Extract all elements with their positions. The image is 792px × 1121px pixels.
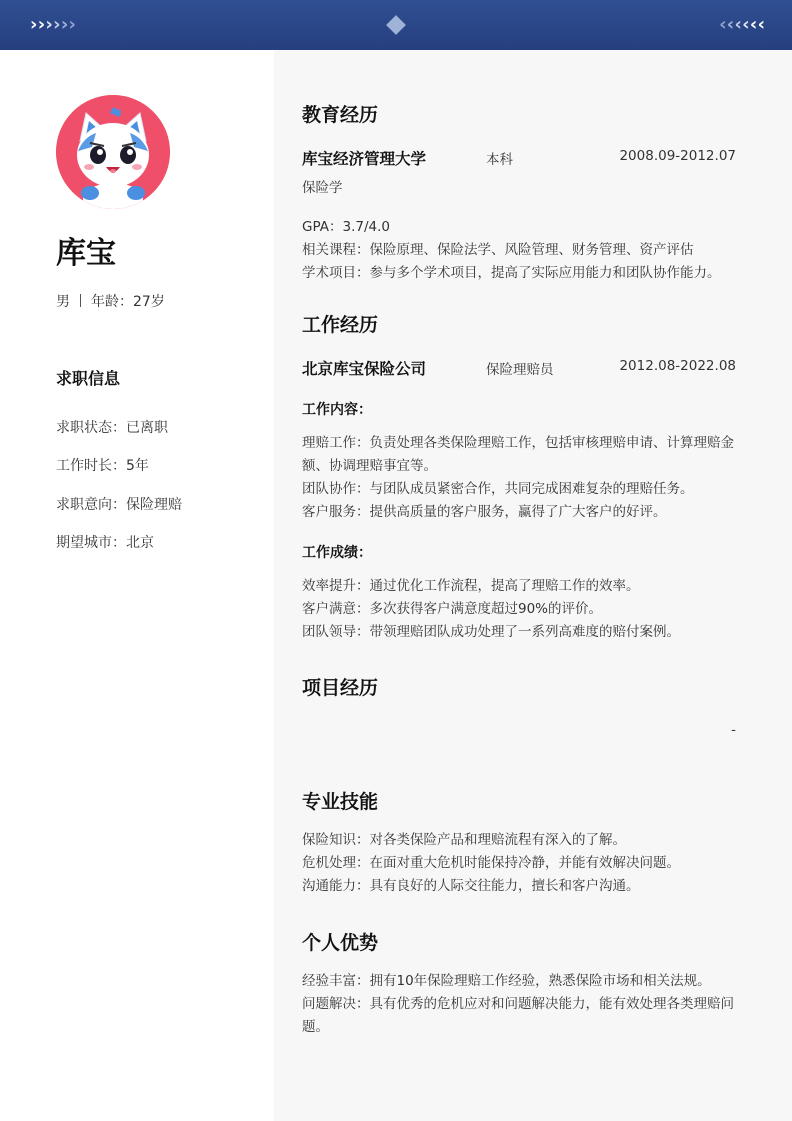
list-item: 保险知识：对各类保险产品和理赔流程有深入的了解。 [302, 832, 626, 848]
list-item: 经验丰富：拥有10年保险理赔工作经验，熟悉保险市场和相关法规。 [302, 973, 711, 989]
sidebar [0, 50, 274, 1121]
job-info-heading: 求职信息 [56, 369, 121, 388]
degree: 本科 [486, 152, 513, 168]
list-item: 危机处理：在面对重大危机时能保持冷静，并能有效解决问题。 [302, 855, 680, 871]
list-item: 客户满意：多次获得客户满意度超过90%的评价。 [302, 601, 603, 617]
age: 年龄：27岁 [91, 294, 165, 310]
chevrons-left-icon: ‹ ‹ ‹ ‹ ‹ ‹ [719, 14, 762, 35]
chevrons-right-icon: › › › › › › [30, 14, 73, 35]
work-results-list [302, 575, 742, 644]
advantages-list [302, 970, 742, 1039]
list-item: 沟通能力：具有良好的人际交往能力，擅长和客户沟通。 [302, 878, 640, 894]
list-item: 团队协作：与团队成员紧密合作，共同完成困难复杂的理赔任务。 [302, 481, 694, 497]
skills-list [302, 829, 742, 898]
skills-title: 专业技能 [302, 791, 379, 813]
position: 保险理赔员 [486, 362, 554, 378]
project-title: 项目经历 [302, 677, 379, 699]
work-period: 2012.08-2022.08 [619, 358, 736, 374]
education-title: 教育经历 [302, 104, 379, 126]
company-name: 北京库宝保险公司 [302, 360, 427, 378]
work-content-heading: 工作内容： [302, 402, 372, 418]
school-name: 库宝经济管理大学 [302, 150, 427, 168]
expected-city: 期望城市：北京 [56, 535, 154, 551]
list-item: 团队领导：带领理赔团队成功处理了一系列高难度的赔付案例。 [302, 624, 680, 640]
project-placeholder: - [731, 722, 736, 738]
major: 保险学 [302, 180, 343, 196]
work-duration: 工作时长：5年 [56, 458, 149, 474]
advantages-title: 个人优势 [302, 932, 379, 954]
list-item: 理赔工作：负责处理各类保险理赔工作，包括审核理赔申请、计算理赔金额、协调理赔事宜等。 [302, 435, 734, 474]
cartoon-cat-avatar-icon [56, 95, 170, 209]
list-item: 效率提升：通过优化工作流程，提高了理赔工作的效率。 [302, 578, 640, 594]
gpa: GPA：3.7/4.0 [302, 219, 390, 235]
job-intent: 求职意向：保险理赔 [56, 497, 182, 513]
work-title: 工作经历 [302, 314, 379, 336]
list-item: 客户服务：提供高质量的客户服务，赢得了广大客户的好评。 [302, 504, 667, 520]
diamond-icon [386, 15, 406, 35]
courses: 相关课程：保险原理、保险法学、风险管理、财务管理、资产评估 [302, 242, 694, 258]
job-status: 求职状态：已离职 [56, 420, 168, 436]
academic-projects: 学术项目：参与多个学术项目，提高了实际应用能力和团队协作能力。 [302, 265, 721, 281]
basic-info [56, 291, 165, 311]
gender: 男 [56, 294, 70, 310]
work-results-heading: 工作成绩： [302, 545, 372, 561]
avatar [56, 95, 170, 209]
work-content-list [302, 432, 742, 524]
header-bar [0, 0, 792, 50]
divider [80, 294, 81, 307]
education-period: 2008.09-2012.07 [619, 148, 736, 164]
list-item: 问题解决：具有优秀的危机应对和问题解决能力，能有效处理各类理赔问题。 [302, 996, 734, 1035]
candidate-name: 库宝 [56, 236, 116, 271]
